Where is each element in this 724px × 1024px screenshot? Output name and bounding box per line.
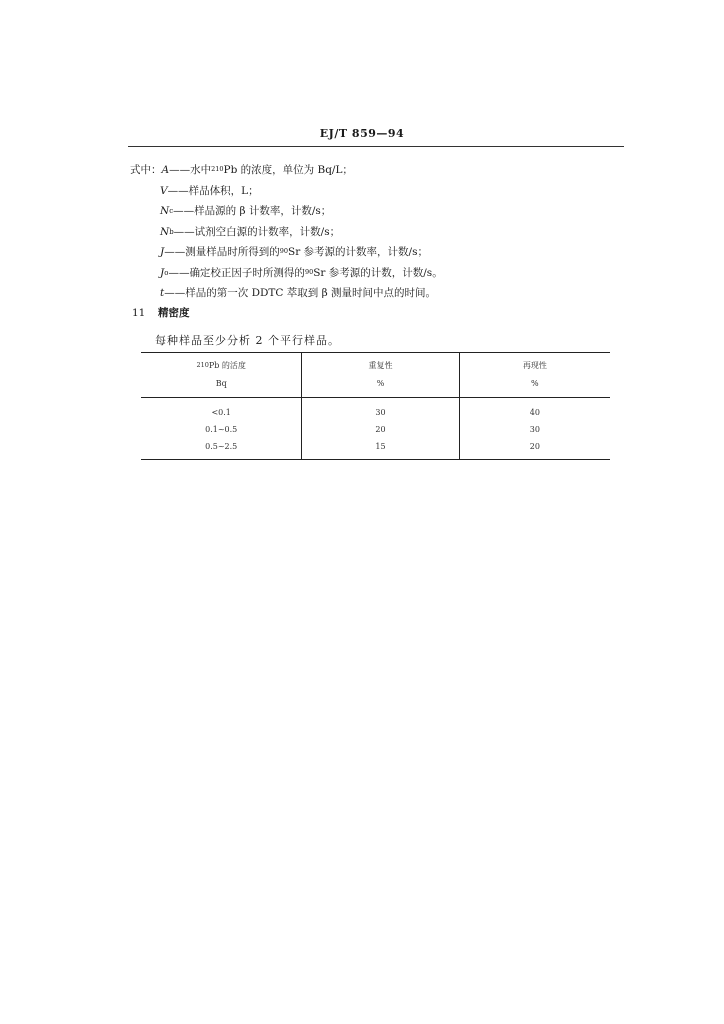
precision-table [141, 352, 610, 460]
definition-text: Pb 的浓度，单位为 Bq/L； [223, 164, 353, 176]
definition-line [130, 181, 443, 202]
definition-dash: —— [173, 225, 195, 238]
header-unit: % [531, 379, 539, 388]
header-label: Pb 的活度 [208, 361, 246, 370]
header-rule [128, 146, 624, 147]
header-label: 再现性 [522, 361, 547, 370]
definition-symbol: t [160, 287, 165, 299]
header-activity [141, 353, 302, 398]
header-label: 重复性 [368, 361, 393, 370]
definition-text: 样品体积，L； [188, 184, 259, 197]
table-row [141, 398, 610, 422]
definition-text: 样品源的 β 计数率，计数/s； [194, 205, 332, 217]
table-header-row [141, 353, 610, 398]
table-row [141, 438, 610, 460]
document-code: EJ/T 859—94 [319, 127, 405, 140]
definition-lead: 式中： [130, 164, 162, 176]
table-cell: <0.1 [211, 408, 231, 417]
definition-symbol: V [160, 184, 168, 197]
definition-text: 测量样品时所得到的 [185, 246, 280, 258]
definition-text: Sr 参考源的计数率，计数/s； [288, 246, 428, 258]
definition-dash: —— [164, 246, 186, 258]
isotope-mass: 210 [211, 165, 224, 173]
definition-line [130, 283, 443, 304]
definition-symbol: J [160, 266, 165, 279]
symbol-subscript: o [164, 268, 169, 277]
symbol-subscript: b [169, 227, 174, 236]
definition-line [130, 160, 443, 181]
table-cell: 15 [302, 438, 459, 460]
symbol-subscript: c [169, 207, 174, 215]
variable-definitions [130, 160, 443, 304]
table-cell: 20 [459, 438, 610, 460]
isotope-mass: 210 [196, 361, 209, 369]
definition-text: 试剂空白源的计数率，计数/s； [194, 225, 341, 238]
intro-paragraph: 每种样品至少分析 2 个平行样品。 [155, 334, 340, 347]
definition-line [130, 201, 443, 222]
definition-text: 样品的第一次 DDTC 萃取到 β 测量时间中点的时间。 [185, 287, 437, 299]
table-row [141, 421, 610, 438]
header-reproducibility [459, 353, 610, 398]
definition-dash: —— [169, 164, 191, 176]
definition-symbol: N [160, 225, 170, 238]
definition-line [130, 263, 443, 284]
definition-text: 确定校正因子时所测得的 [189, 266, 305, 279]
table-cell: 30 [302, 398, 459, 422]
section-heading [132, 305, 190, 320]
section-title: 精密度 [158, 307, 190, 319]
definition-dash: —— [168, 266, 190, 279]
header-unit: Bq [215, 379, 227, 388]
table-cell: 40 [529, 408, 540, 417]
definition-dash: —— [167, 184, 189, 197]
table-cell: 0.5~2.5 [141, 438, 302, 460]
isotope-mass: 90 [279, 247, 288, 255]
definition-symbol: N [160, 205, 170, 217]
definition-line [130, 222, 443, 243]
table-cell: 30 [529, 425, 540, 434]
section-number: 11 [132, 307, 146, 319]
definition-text: 水中 [190, 164, 212, 176]
definition-line [130, 242, 443, 263]
isotope-mass: 90 [304, 267, 314, 276]
definition-text: Sr 参考源的计数，计数/s。 [313, 266, 443, 279]
definition-dash: —— [173, 205, 195, 217]
definition-symbol: J [160, 246, 165, 258]
definition-dash: —— [164, 287, 186, 299]
header-unit: % [376, 379, 385, 388]
table-cell: 0.1~0.5 [205, 425, 238, 434]
table-cell: 20 [302, 421, 459, 438]
header-repeatability [302, 353, 459, 398]
definition-symbol: A [161, 164, 170, 176]
